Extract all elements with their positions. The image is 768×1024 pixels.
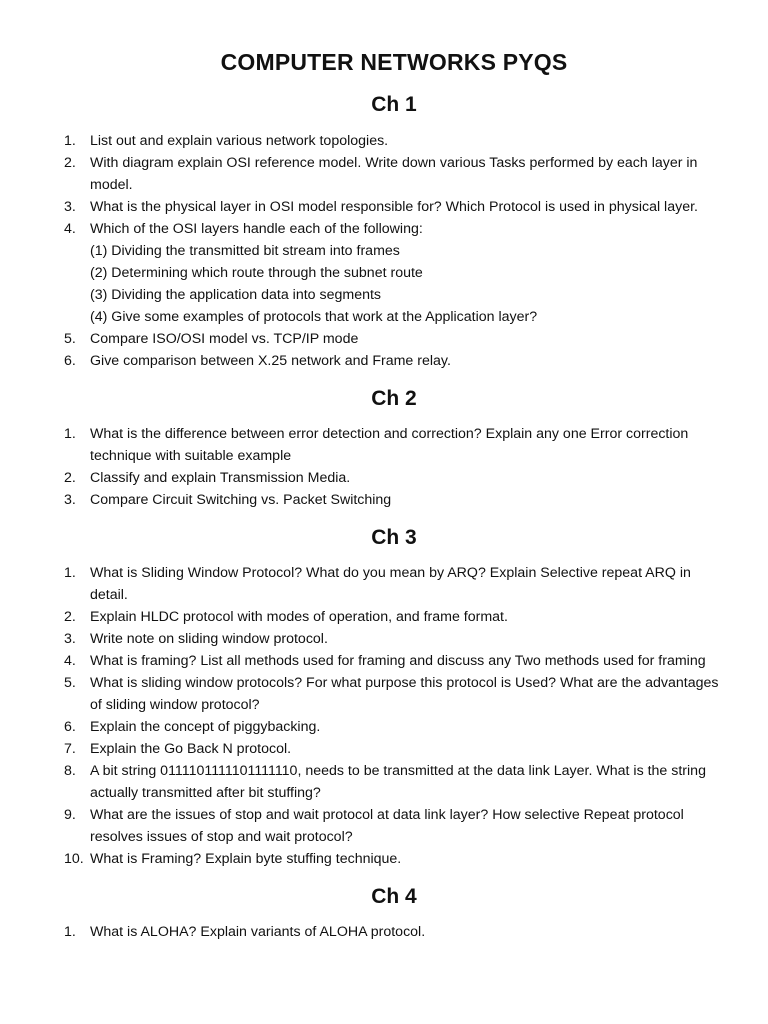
question-number: 5.: [64, 331, 76, 347]
chapter-4-heading: Ch 4: [371, 885, 417, 908]
question-number: 1.: [64, 426, 76, 442]
question-text: With diagram explain OSI reference model. Write down various Tasks performed by each layer in model.: [90, 155, 698, 193]
question-item: [64, 628, 724, 650]
question-item: [64, 650, 724, 672]
question-number: 2.: [64, 609, 76, 625]
question-text: What is the physical layer in OSI model responsible for? Which Protocol is used in physical layer.: [90, 199, 698, 215]
question-text: Which of the OSI layers handle each of the following:: [90, 221, 423, 237]
question-text: Explain the concept of piggybacking.: [90, 719, 321, 735]
question-item: [64, 152, 724, 196]
question-text: A bit string 0111101111101111110, needs to be transmitted at the data link Layer. What is the string actually transmitted after bit stuffing?: [90, 763, 706, 801]
question-text: Explain HLDC protocol with modes of operation, and frame format.: [90, 609, 508, 625]
question-text: What is the difference between error detection and correction? Explain any one Error correction technique with suitable example: [90, 426, 689, 464]
chapter-1-question-list: [64, 130, 724, 372]
question-text: Explain the Go Back N protocol.: [90, 741, 292, 757]
question-text: Write note on sliding window protocol.: [90, 631, 328, 647]
sub-question: (4) Give some examples of protocols that work at the Application layer?: [90, 309, 538, 325]
question-item: [64, 921, 724, 943]
chapter-2-question-list: [64, 423, 724, 511]
question-item: [64, 848, 724, 870]
question-item: [64, 606, 724, 628]
question-item: [64, 760, 724, 804]
question-text: Give comparison between X.25 network and Frame relay.: [90, 353, 451, 369]
question-number: 4.: [64, 653, 76, 669]
question-item: [64, 328, 724, 350]
question-item: [64, 423, 724, 467]
question-text: Classify and explain Transmission Media.: [90, 470, 351, 486]
chapter-4-section: [64, 884, 724, 943]
question-text: What is Framing? Explain byte stuffing technique.: [90, 851, 402, 867]
question-item: [64, 562, 724, 606]
chapter-3-question-list: [64, 562, 724, 870]
question-number: 6.: [64, 353, 76, 369]
question-number: 1.: [64, 565, 76, 581]
question-item: [64, 196, 724, 218]
question-number: 10.: [64, 851, 84, 867]
question-number: 4.: [64, 221, 76, 237]
question-number: 1.: [64, 133, 76, 149]
question-text: What is ALOHA? Explain variants of ALOHA protocol.: [90, 924, 426, 940]
chapter-3-section: [64, 525, 724, 870]
question-number: 9.: [64, 807, 76, 823]
question-text: What is framing? List all methods used for framing and discuss any Two methods used for framing: [90, 653, 706, 669]
question-item: [64, 716, 724, 738]
question-number: 2.: [64, 470, 76, 486]
question-number: 3.: [64, 199, 76, 215]
question-item: [64, 489, 724, 511]
question-item: [64, 467, 724, 489]
question-number: 1.: [64, 924, 76, 940]
question-item: [64, 218, 724, 328]
sub-question: (1) Dividing the transmitted bit stream into frames: [90, 243, 400, 259]
question-item: [64, 350, 724, 372]
question-text: Compare Circuit Switching vs. Packet Switching: [90, 492, 392, 508]
question-item: [64, 672, 724, 716]
question-number: 3.: [64, 492, 76, 508]
document-title: COMPUTER NETWORKS PYQS: [220, 49, 568, 75]
question-number: 8.: [64, 763, 76, 779]
question-item: [64, 738, 724, 760]
question-text: What are the issues of stop and wait protocol at data link layer? How selective Repeat protocol resolves issues of stop and wait protocol?: [90, 807, 684, 845]
chapter-2-heading: Ch 2: [371, 387, 417, 410]
chapter-4-question-list: [64, 921, 724, 943]
question-number: 6.: [64, 719, 76, 735]
chapter-3-heading: Ch 3: [371, 526, 417, 549]
question-number: 7.: [64, 741, 76, 757]
question-number: 5.: [64, 675, 76, 691]
chapter-1-heading: Ch 1: [371, 93, 417, 116]
question-number: 3.: [64, 631, 76, 647]
chapter-2-section: [64, 386, 724, 511]
question-text: Compare ISO/OSI model vs. TCP/IP mode: [90, 331, 359, 347]
question-number: 2.: [64, 155, 76, 171]
question-item: [64, 804, 724, 848]
question-text: What is sliding window protocols? For what purpose this protocol is Used? What are the advantages of sliding window protocol?: [90, 675, 719, 713]
question-text: List out and explain various network topologies.: [90, 133, 389, 149]
sub-question: (3) Dividing the application data into segments: [90, 287, 382, 303]
sub-question: (2) Determining which route through the subnet route: [90, 265, 423, 281]
question-item: [64, 130, 724, 152]
question-text: What is Sliding Window Protocol? What do you mean by ARQ? Explain Selective repeat ARQ in detail.: [90, 565, 691, 603]
chapter-1-section: [64, 92, 724, 372]
